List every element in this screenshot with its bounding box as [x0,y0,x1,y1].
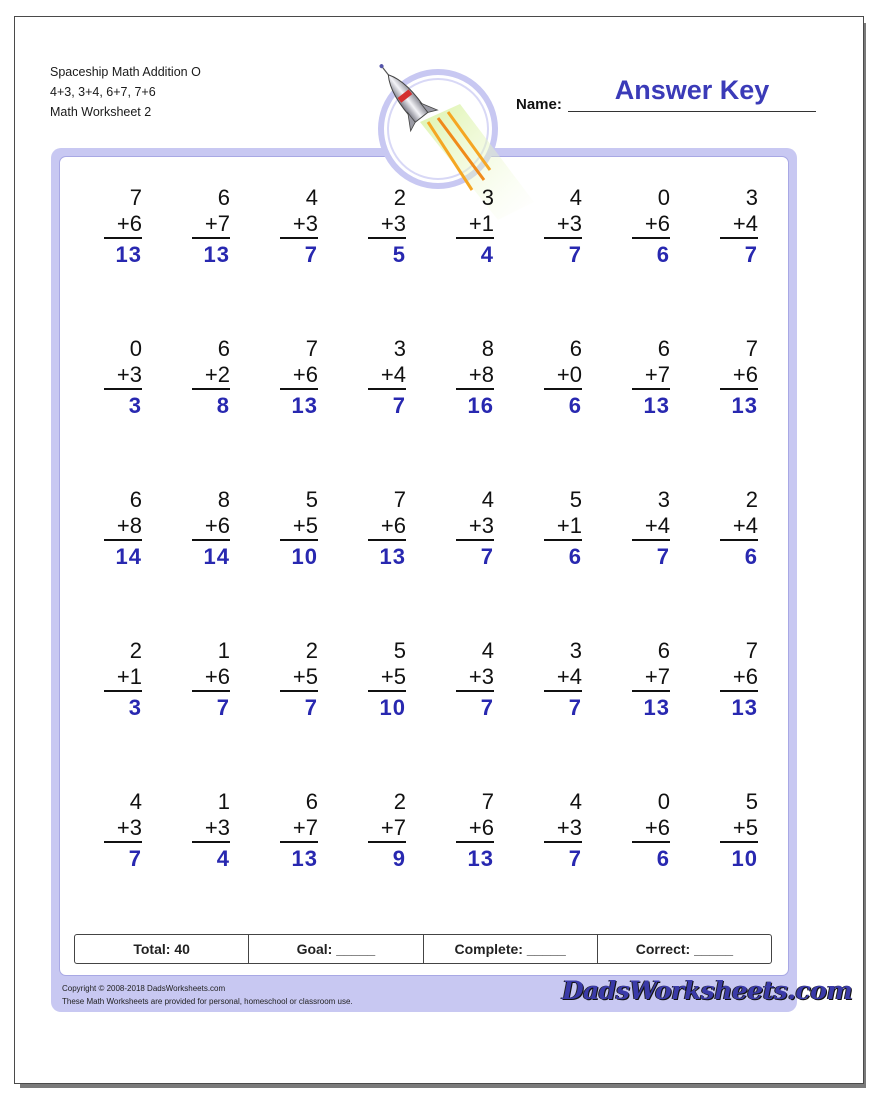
addition-problem [194,185,230,268]
answer: 4 [216,846,230,871]
addend-bottom: +3 [468,664,494,689]
addition-problem [282,789,318,872]
addend-bottom: +6 [380,513,406,538]
score-box [74,934,772,964]
addend-top: 5 [745,789,758,814]
sum-rule [720,539,758,541]
addend-top: 6 [217,336,230,361]
sum-rule [720,690,758,692]
copyright-line: Copyright © 2008-2018 DadsWorksheets.com [62,984,226,993]
addend-top: 7 [745,638,758,663]
addition-problem [370,638,406,721]
sum-rule [192,388,230,390]
addition-problem [282,487,318,570]
addition-problem [370,185,406,268]
addend-bottom: +6 [644,815,670,840]
addend-bottom: +5 [380,664,406,689]
sum-rule [192,690,230,692]
answer: 3 [128,695,142,720]
answer: 7 [304,695,318,720]
addend-bottom: +3 [556,211,582,236]
addend-bottom: +7 [380,815,406,840]
sum-rule [368,690,406,692]
addend-top: 7 [129,185,142,210]
answer: 10 [731,846,758,871]
worksheet-number: Math Worksheet 2 [50,105,152,119]
addend-bottom: +7 [644,362,670,387]
addend-top: 8 [481,336,494,361]
addition-problem [194,336,230,419]
answer: 6 [656,242,670,267]
total-cell: Total: 40 [75,935,249,963]
answer: 13 [731,393,758,418]
sum-rule [280,841,318,843]
addition-problem [634,638,670,721]
answer: 13 [643,393,670,418]
sum-rule [104,841,142,843]
sum-rule [544,237,582,239]
answer: 13 [643,695,670,720]
sum-rule [104,539,142,541]
addend-bottom: +8 [468,362,494,387]
addend-top: 4 [481,638,494,663]
addend-bottom: +8 [116,513,142,538]
addition-problem [194,638,230,721]
sum-rule [280,388,318,390]
answer: 4 [480,242,494,267]
sum-rule [456,690,494,692]
problem-grid [86,185,786,915]
answer: 7 [480,695,494,720]
addition-problem [722,185,758,268]
answer: 14 [115,544,142,569]
addition-problem [458,487,494,570]
sum-rule [104,690,142,692]
addend-bottom: +0 [556,362,582,387]
addend-top: 3 [393,336,406,361]
addend-bottom: +6 [644,211,670,236]
addend-bottom: +3 [292,211,318,236]
addend-top: 5 [305,487,318,512]
addend-bottom: +4 [644,513,670,538]
addition-problem [458,789,494,872]
sum-rule [544,539,582,541]
addend-bottom: +3 [380,211,406,236]
addend-top: 0 [129,336,142,361]
answer: 13 [115,242,142,267]
sum-rule [368,237,406,239]
addition-problem [458,638,494,721]
addend-bottom: +2 [204,362,230,387]
sum-rule [632,388,670,390]
addition-problem [722,487,758,570]
addend-top: 2 [305,638,318,663]
addend-bottom: +4 [732,513,758,538]
addend-bottom: +1 [468,211,494,236]
addend-top: 8 [217,487,230,512]
addend-bottom: +6 [116,211,142,236]
addend-top: 2 [129,638,142,663]
addition-problem [370,487,406,570]
answer: 13 [731,695,758,720]
goal-cell: Goal: _____ [249,935,423,963]
answer: 13 [203,242,230,267]
answer: 16 [467,393,494,418]
sum-rule [544,388,582,390]
answer: 7 [744,242,758,267]
addend-top: 6 [129,487,142,512]
addend-top: 3 [745,185,758,210]
answer: 14 [203,544,230,569]
addition-problem [106,185,142,268]
answer: 3 [128,393,142,418]
addend-top: 2 [745,487,758,512]
addend-top: 3 [657,487,670,512]
addend-top: 0 [657,789,670,814]
addition-problem [282,638,318,721]
answer: 10 [379,695,406,720]
answer: 6 [568,393,582,418]
addend-top: 2 [393,185,406,210]
sum-rule [456,841,494,843]
sum-rule [368,539,406,541]
addend-bottom: +5 [732,815,758,840]
addition-problem [634,336,670,419]
answer: 13 [291,846,318,871]
answer: 5 [392,242,406,267]
answer: 7 [656,544,670,569]
answer: 7 [304,242,318,267]
addition-problem [546,789,582,872]
addend-top: 0 [657,185,670,210]
addend-top: 1 [217,638,230,663]
sum-rule [368,841,406,843]
addend-bottom: +3 [556,815,582,840]
addend-top: 7 [305,336,318,361]
sum-rule [192,841,230,843]
addend-bottom: +6 [732,362,758,387]
answer: 6 [568,544,582,569]
answer: 13 [379,544,406,569]
addend-bottom: +6 [468,815,494,840]
addition-problem [458,185,494,268]
addend-bottom: +5 [292,513,318,538]
answer: 8 [216,393,230,418]
addend-top: 3 [481,185,494,210]
addend-top: 7 [481,789,494,814]
worksheet-title: Spaceship Math Addition O [50,65,201,79]
addition-problem [194,487,230,570]
addition-problem [282,336,318,419]
sum-rule [720,841,758,843]
addition-problem [546,185,582,268]
sum-rule [456,237,494,239]
sum-rule [632,690,670,692]
addend-bottom: +1 [556,513,582,538]
addend-bottom: +6 [204,513,230,538]
addition-problem [722,336,758,419]
answer: 7 [392,393,406,418]
addend-top: 4 [569,789,582,814]
answer: 7 [480,544,494,569]
answer: 7 [216,695,230,720]
answer: 7 [568,846,582,871]
addend-top: 6 [569,336,582,361]
answer: 9 [392,846,406,871]
addition-problem [282,185,318,268]
answer-key-text: Answer Key [614,75,770,105]
addition-problem [546,336,582,419]
addend-top: 6 [305,789,318,814]
addend-top: 4 [305,185,318,210]
addition-problem [106,336,142,419]
brand-logo: DadsWorksheets.com [562,976,853,1005]
addend-top: 4 [569,185,582,210]
answer: 7 [568,242,582,267]
addition-problem [458,336,494,419]
name-line [568,110,816,112]
addend-top: 6 [217,185,230,210]
answer: 13 [291,393,318,418]
answer: 6 [744,544,758,569]
addition-problem [546,638,582,721]
worksheet-facts: 4+3, 3+4, 6+7, 7+6 [50,85,156,99]
addend-bottom: +6 [292,362,318,387]
sum-rule [456,539,494,541]
addend-top: 4 [481,487,494,512]
sum-rule [720,388,758,390]
addition-problem [634,185,670,268]
addend-bottom: +4 [380,362,406,387]
sum-rule [544,690,582,692]
sum-rule [632,539,670,541]
complete-cell: Complete: _____ [424,935,598,963]
addend-bottom: +6 [732,664,758,689]
addend-bottom: +5 [292,664,318,689]
addend-top: 5 [393,638,406,663]
addend-top: 6 [657,638,670,663]
sum-rule [280,690,318,692]
sum-rule [632,841,670,843]
answer: 13 [467,846,494,871]
usage-line: These Math Worksheets are provided for personal, homeschool or classroom use. [62,997,353,1006]
addend-bottom: +4 [732,211,758,236]
correct-cell: Correct: _____ [635,941,734,957]
addend-bottom: +7 [644,664,670,689]
addend-top: 6 [657,336,670,361]
addend-top: 3 [569,638,582,663]
addend-top: 4 [129,789,142,814]
addend-top: 5 [569,487,582,512]
addend-bottom: +4 [556,664,582,689]
answer: 7 [568,695,582,720]
copyright-notice [62,982,353,1008]
sum-rule [192,539,230,541]
sum-rule [544,841,582,843]
sum-rule [368,388,406,390]
sum-rule [280,237,318,239]
addend-bottom: +3 [116,815,142,840]
name-label: Name: [516,96,562,113]
addition-problem [634,487,670,570]
addend-top: 2 [393,789,406,814]
addition-problem [106,487,142,570]
addend-bottom: +3 [468,513,494,538]
answer: 10 [291,544,318,569]
addend-bottom: +6 [204,664,230,689]
addition-problem [194,789,230,872]
addend-bottom: +1 [116,664,142,689]
sum-rule [632,237,670,239]
answer: 7 [128,846,142,871]
addition-problem [546,487,582,570]
addend-bottom: +3 [116,362,142,387]
addend-bottom: +7 [204,211,230,236]
addition-problem [370,789,406,872]
sum-rule [192,237,230,239]
addend-bottom: +7 [292,815,318,840]
addition-problem [106,638,142,721]
addition-problem [634,789,670,872]
addition-problem [722,789,758,872]
sum-rule [104,237,142,239]
sum-rule [104,388,142,390]
addend-bottom: +3 [204,815,230,840]
addition-problem [106,789,142,872]
addend-top: 1 [217,789,230,814]
addend-top: 7 [745,336,758,361]
worksheet-info [50,62,201,122]
addition-problem [370,336,406,419]
addend-top: 7 [393,487,406,512]
sum-rule [280,539,318,541]
sum-rule [720,237,758,239]
addition-problem [722,638,758,721]
answer: 6 [656,846,670,871]
sum-rule [456,388,494,390]
